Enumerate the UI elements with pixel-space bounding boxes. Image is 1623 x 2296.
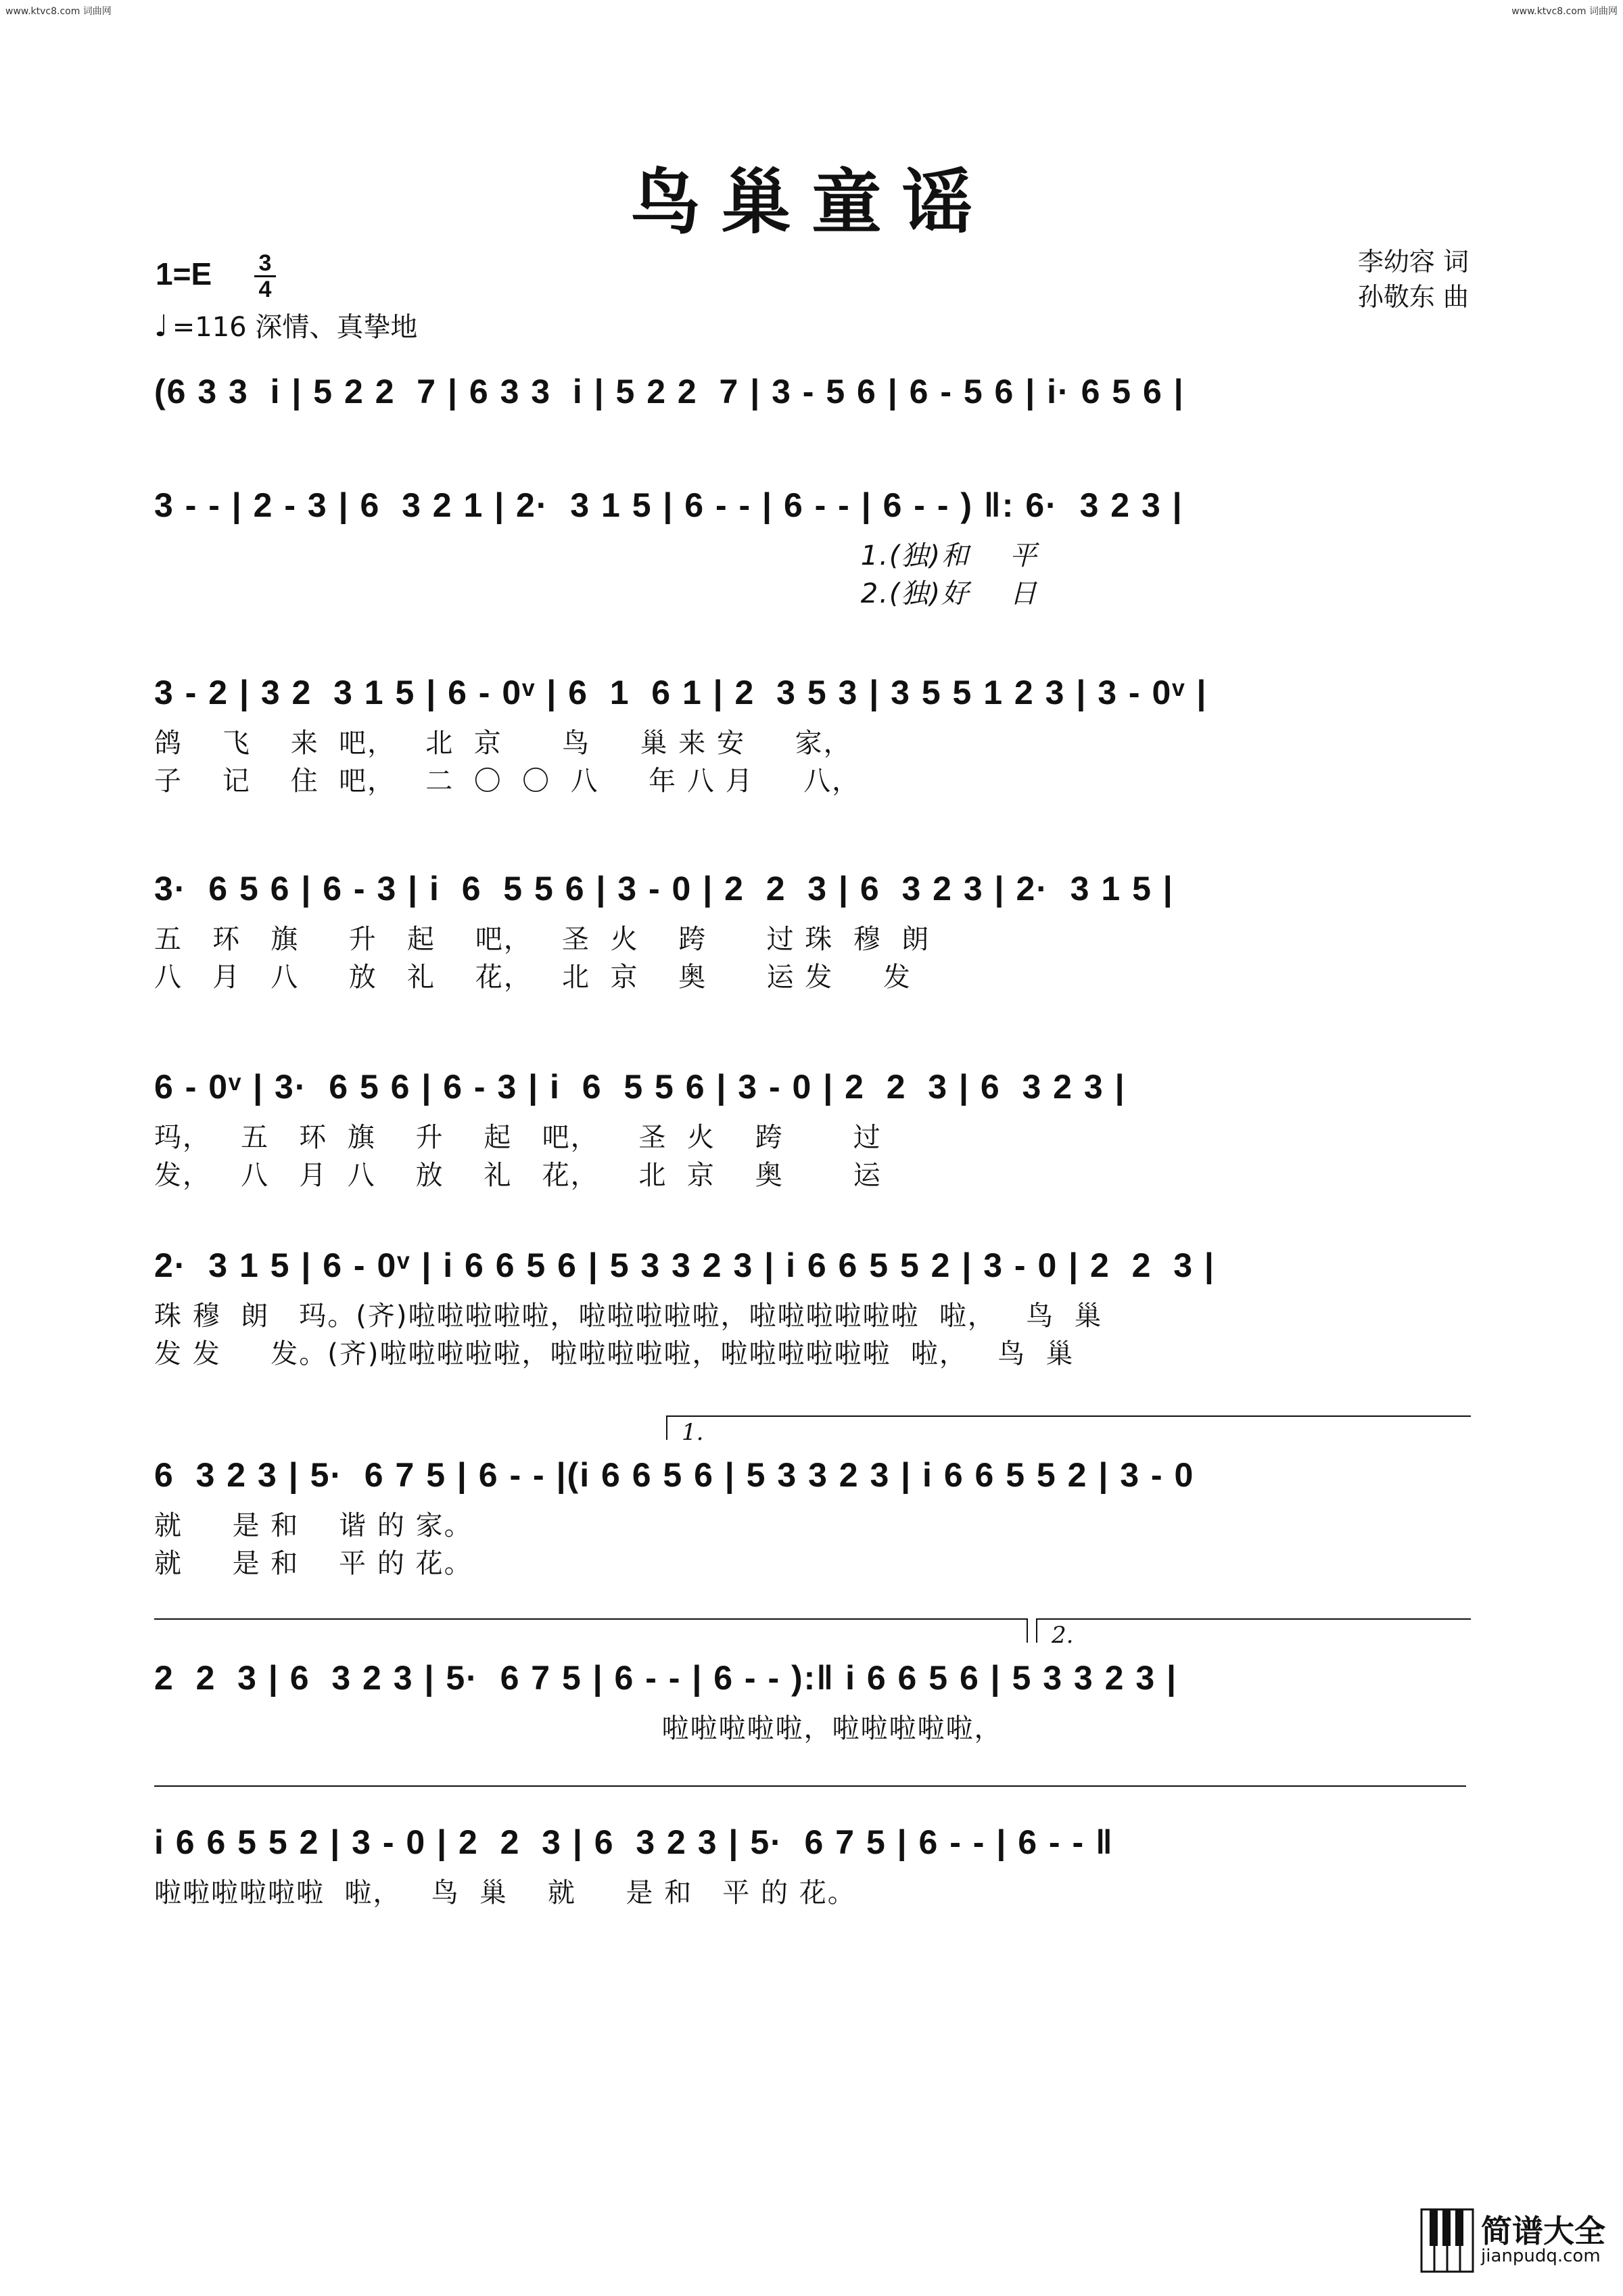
- lyric-verse-1: 就 是 和 谐 的 家。: [154, 1510, 473, 1541]
- lyric-verse-1: 啦啦啦啦啦啦 啦， 鸟 巢 就 是 和 平 的 花。: [154, 1877, 856, 1908]
- first-ending-end-tick: [1027, 1618, 1028, 1643]
- notation-line: 3 - - | 2 - 3 | 6 3 2 1 | 2· 3 1 5 | 6 - - | 6 - - | 6 - - ) ‖: 6· 3 2 3 |: [154, 486, 1183, 524]
- notation-line: 6 - 0ᵛ | 3· 6 5 6 | 6 - 3 | i 6 5 5 6 | 3 - 0 | 2 2 3 | 6 3 2 3 |: [154, 1068, 1126, 1106]
- lyric-verse-1: 1.(独)和 平: [154, 540, 1038, 571]
- header-right-watermark: www.ktvc8.com 词曲网: [1511, 6, 1618, 17]
- logo-name: 简谱大全: [1481, 2213, 1605, 2249]
- first-ending-bracket: [666, 1415, 1471, 1417]
- tempo-marking: [154, 306, 417, 344]
- lyric-verse-2: 发， 八 月 八 放 礼 花， 北 京 奥 运: [154, 1160, 882, 1191]
- logo-url: jianpudq.com: [1481, 2246, 1601, 2266]
- piano-keys-icon: [1420, 2207, 1474, 2274]
- tempo-text: =116 深情、真挚地: [172, 312, 418, 343]
- lyric-verse-1: 鸽 飞 来 吧， 北 京 鸟 巢 来 安 家，: [154, 728, 852, 759]
- lyric-verse-2: 子 记 住 吧， 二 〇 〇 八 年 八 月 八，: [154, 766, 861, 797]
- song-title: 鸟巢童谣: [630, 161, 993, 243]
- lyric-verse-1: 珠 穆 朗 玛。(齐)啦啦啦啦啦，啦啦啦啦啦，啦啦啦啦啦啦 啦， 鸟 巢: [154, 1301, 1103, 1332]
- second-ending-label: 2.: [1052, 1622, 1074, 1649]
- first-ending-bracket-tick: [666, 1415, 667, 1440]
- key-signature: 1=E: [156, 256, 212, 291]
- second-ending-bracket-tick: [1036, 1618, 1037, 1643]
- first-ending-label: 1.: [682, 1419, 704, 1446]
- second-ending-continuation: [154, 1785, 1466, 1787]
- notation-line: 2 2 3 | 6 3 2 3 | 5· 6 7 5 | 6 - - | 6 - - ):‖ i 6 6 5 6 | 5 3 3 2 3 |: [154, 1659, 1178, 1697]
- quarter-note-icon: ♩: [154, 309, 168, 344]
- notation-line: 3 - 2 | 3 2 3 1 5 | 6 - 0ᵛ | 6 1 6 1 | 2 3 5 3 | 3 5 5 1 2 3 | 3 - 0ᵛ |: [154, 674, 1208, 711]
- site-logo: [1420, 2201, 1605, 2282]
- header-left-watermark: www.ktvc8.com 词曲网: [5, 6, 112, 17]
- lyric-verse-2: 八 月 八 放 礼 花， 北 京 奥 运 发 发: [154, 962, 912, 993]
- lyric-verse-1: 啦啦啦啦啦，啦啦啦啦啦，: [154, 1713, 1003, 1744]
- notation-line: 6 3 2 3 | 5· 6 7 5 | 6 - - |(i 6 6 5 6 | 5 3 3 2 3 | i 6 6 5 5 2 | 3 - 0: [154, 1456, 1195, 1494]
- lyricist-credit: 李幼容 词: [1357, 247, 1469, 277]
- second-ending-bracket: [1036, 1618, 1471, 1620]
- lyric-verse-1: 玛， 五 环 旗 升 起 吧， 圣 火 跨 过: [154, 1122, 882, 1153]
- notation-line: (6 3 3 i | 5 2 2 7 | 6 3 3 i | 5 2 2 7 | 3 - 5 6 | 6 - 5 6 | i· 6 5 6 |: [154, 373, 1185, 411]
- notation-line: 3· 6 5 6 | 6 - 3 | i 6 5 5 6 | 3 - 0 | 2 2 3 | 6 3 2 3 | 2· 3 1 5 |: [154, 870, 1174, 908]
- first-ending-continuation: [154, 1618, 1027, 1620]
- notation-line: i 6 6 5 5 2 | 3 - 0 | 2 2 3 | 6 3 2 3 | 5· 6 7 5 | 6 - - | 6 - - ‖: [154, 1823, 1114, 1861]
- time-signature: [252, 252, 279, 301]
- lyric-verse-2: 2.(独)好 日: [154, 578, 1038, 609]
- lyric-verse-2: 发 发 发。(齐)啦啦啦啦啦，啦啦啦啦啦，啦啦啦啦啦啦 啦， 鸟 巢: [154, 1338, 1075, 1369]
- lyric-verse-1: 五 环 旗 升 起 吧， 圣 火 跨 过 珠 穆 朗: [154, 924, 931, 955]
- lyric-verse-2: 就 是 和 平 的 花。: [154, 1548, 473, 1579]
- composer-credit: 孙敬东 曲: [1357, 282, 1469, 312]
- notation-line: 2· 3 1 5 | 6 - 0ᵛ | i 6 6 5 6 | 5 3 3 2 3 | i 6 6 5 5 2 | 3 - 0 | 2 2 3 |: [154, 1246, 1215, 1284]
- time-signature-bottom: 4: [258, 277, 272, 302]
- time-signature-top: 3: [258, 250, 272, 276]
